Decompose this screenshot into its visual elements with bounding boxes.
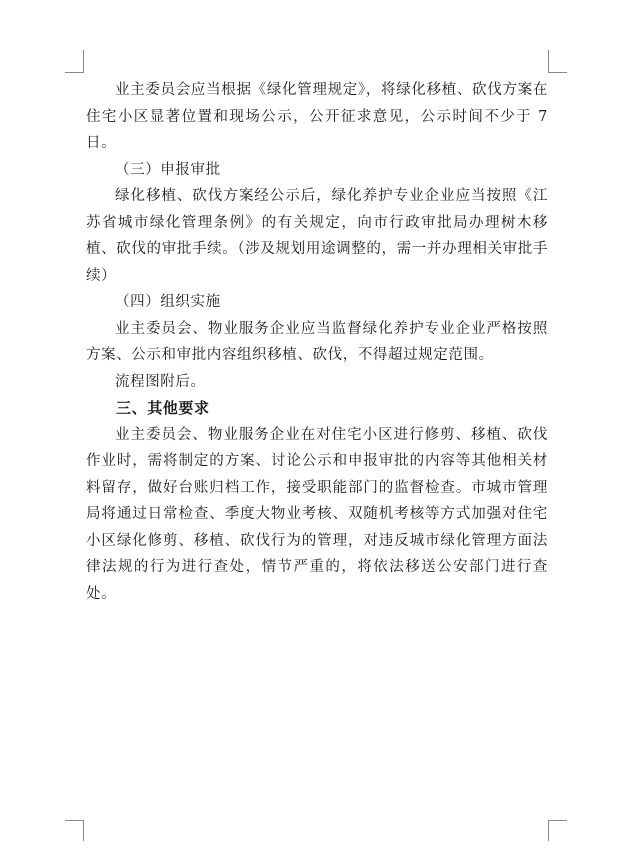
main-heading-other-requirements: 三、其他要求 <box>116 399 210 417</box>
paragraph-flowchart-note: 流程图附后。 <box>115 373 206 390</box>
section-heading-application: （三）申报审批 <box>115 161 221 178</box>
crop-mark-top-right <box>548 50 567 73</box>
paragraph-application: 绿化移植、砍伐方案经公示后，绿化养护专业企业应当按照《江苏省城市绿化管理条例》的有关规定，向市行政审批局办理树木移植、砍伐的审批手续。（涉及规划用途调整的，需一并办理相关审批手续） <box>86 188 548 284</box>
paragraph-implementation: 业主委员会、物业服务企业应当监督绿化养护专业企业严格按照方案、公示和审批内容组织移植、砍伐，不得超过规定范围。 <box>86 320 548 363</box>
crop-mark-bottom-right <box>548 820 567 841</box>
crop-mark-bottom-left <box>65 820 84 841</box>
paragraph-publicity: 业主委员会应当根据《绿化管理规定》，将绿化移植、砍伐方案在住宅小区显著位置和现场公示，公开征求意见，公示时间不少于 7 日。 <box>86 82 548 151</box>
section-heading-implementation: （四）组织实施 <box>115 294 221 310</box>
crop-mark-top-left <box>65 50 84 73</box>
paragraph-other-requirements: 业主委员会、物业服务企业在对住宅小区进行修剪、移植、砍伐作业时，需将制定的方案、讨论公示和申报审批的内容等其他相关材料留存，做好台账归档工作，接受职能部门的监督检查。市城市管理局将通过日常检查、季度大物业考核、双随机考核等方式加强对住宅小区绿化修剪、移植、砍伐行为的管理，对违反城市绿化管理方面法律法规的行为进行查处，情节严重的，将依法移送公安部门进行查处。 <box>86 426 548 602</box>
document-body <box>86 77 548 607</box>
